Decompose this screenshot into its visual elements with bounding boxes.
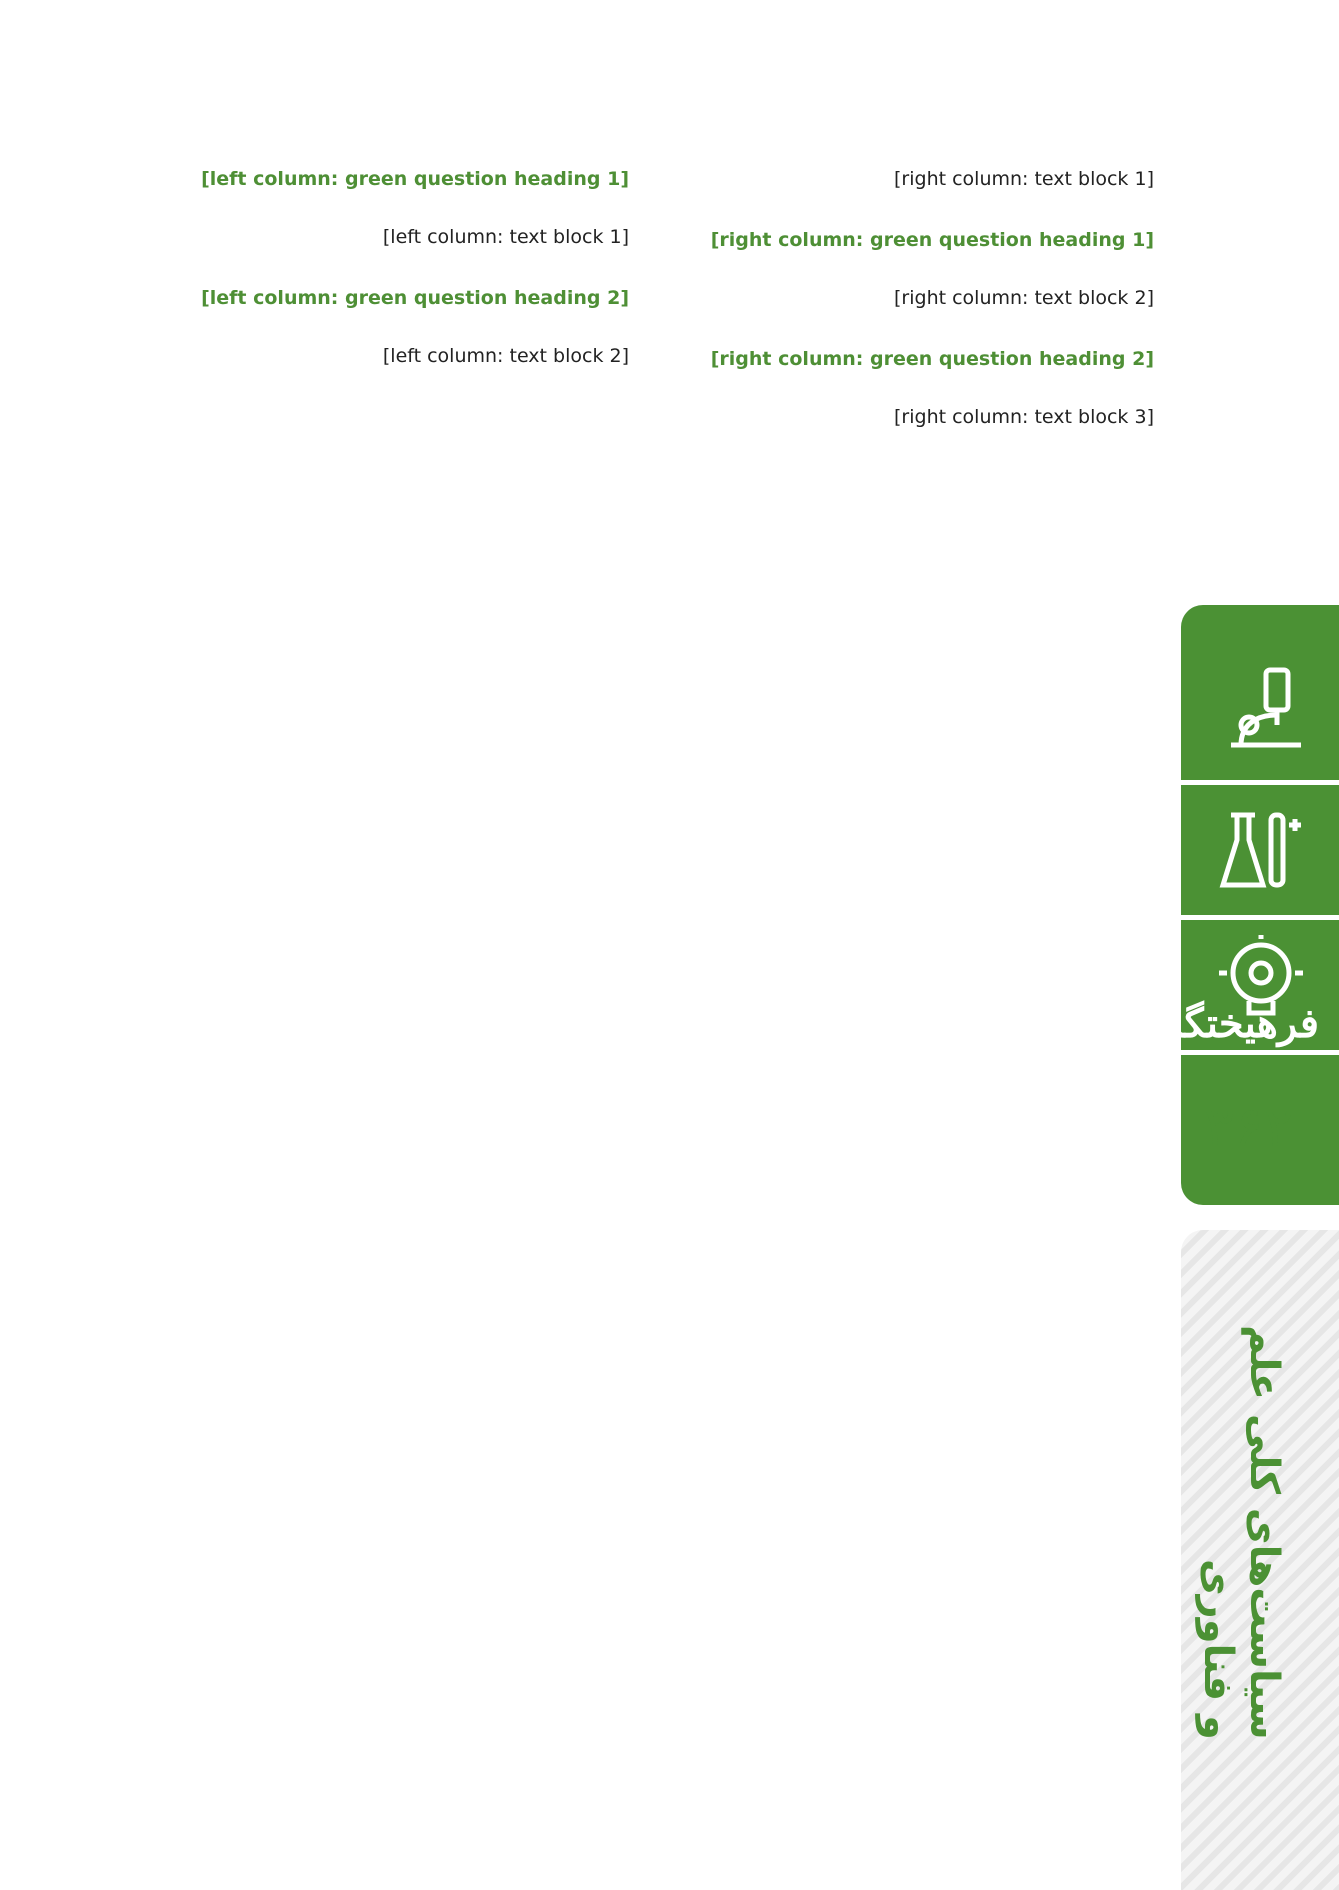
page-number: ۳۶۲ (1203, 1095, 1294, 1160)
question-heading: [right column: green question heading 1] (710, 229, 1154, 251)
answer-paragraph: [left column: text block 2] (382, 345, 629, 367)
answer-paragraph: [right column: text block 1] (894, 168, 1154, 190)
lab-flask-icon (1211, 805, 1311, 895)
question-heading: [left column: green question heading 1] (201, 168, 629, 190)
microscope-icon (1211, 665, 1311, 755)
left-column (134, 160, 629, 376)
answer-paragraph: [left column: text block 1] (382, 226, 629, 248)
right-column (659, 160, 1154, 437)
question-heading: [left column: green question heading 2] (201, 287, 629, 309)
answer-paragraph: [right column: text block 3] (894, 406, 1154, 428)
publication-brand: فرهیختگان (1143, 1000, 1319, 1047)
answer-paragraph: [right column: text block 2] (894, 287, 1154, 309)
question-heading: [right column: green question heading 2] (710, 348, 1154, 370)
section-title: سیاست‌های کلی علم و فناوری (1195, 1325, 1287, 1740)
